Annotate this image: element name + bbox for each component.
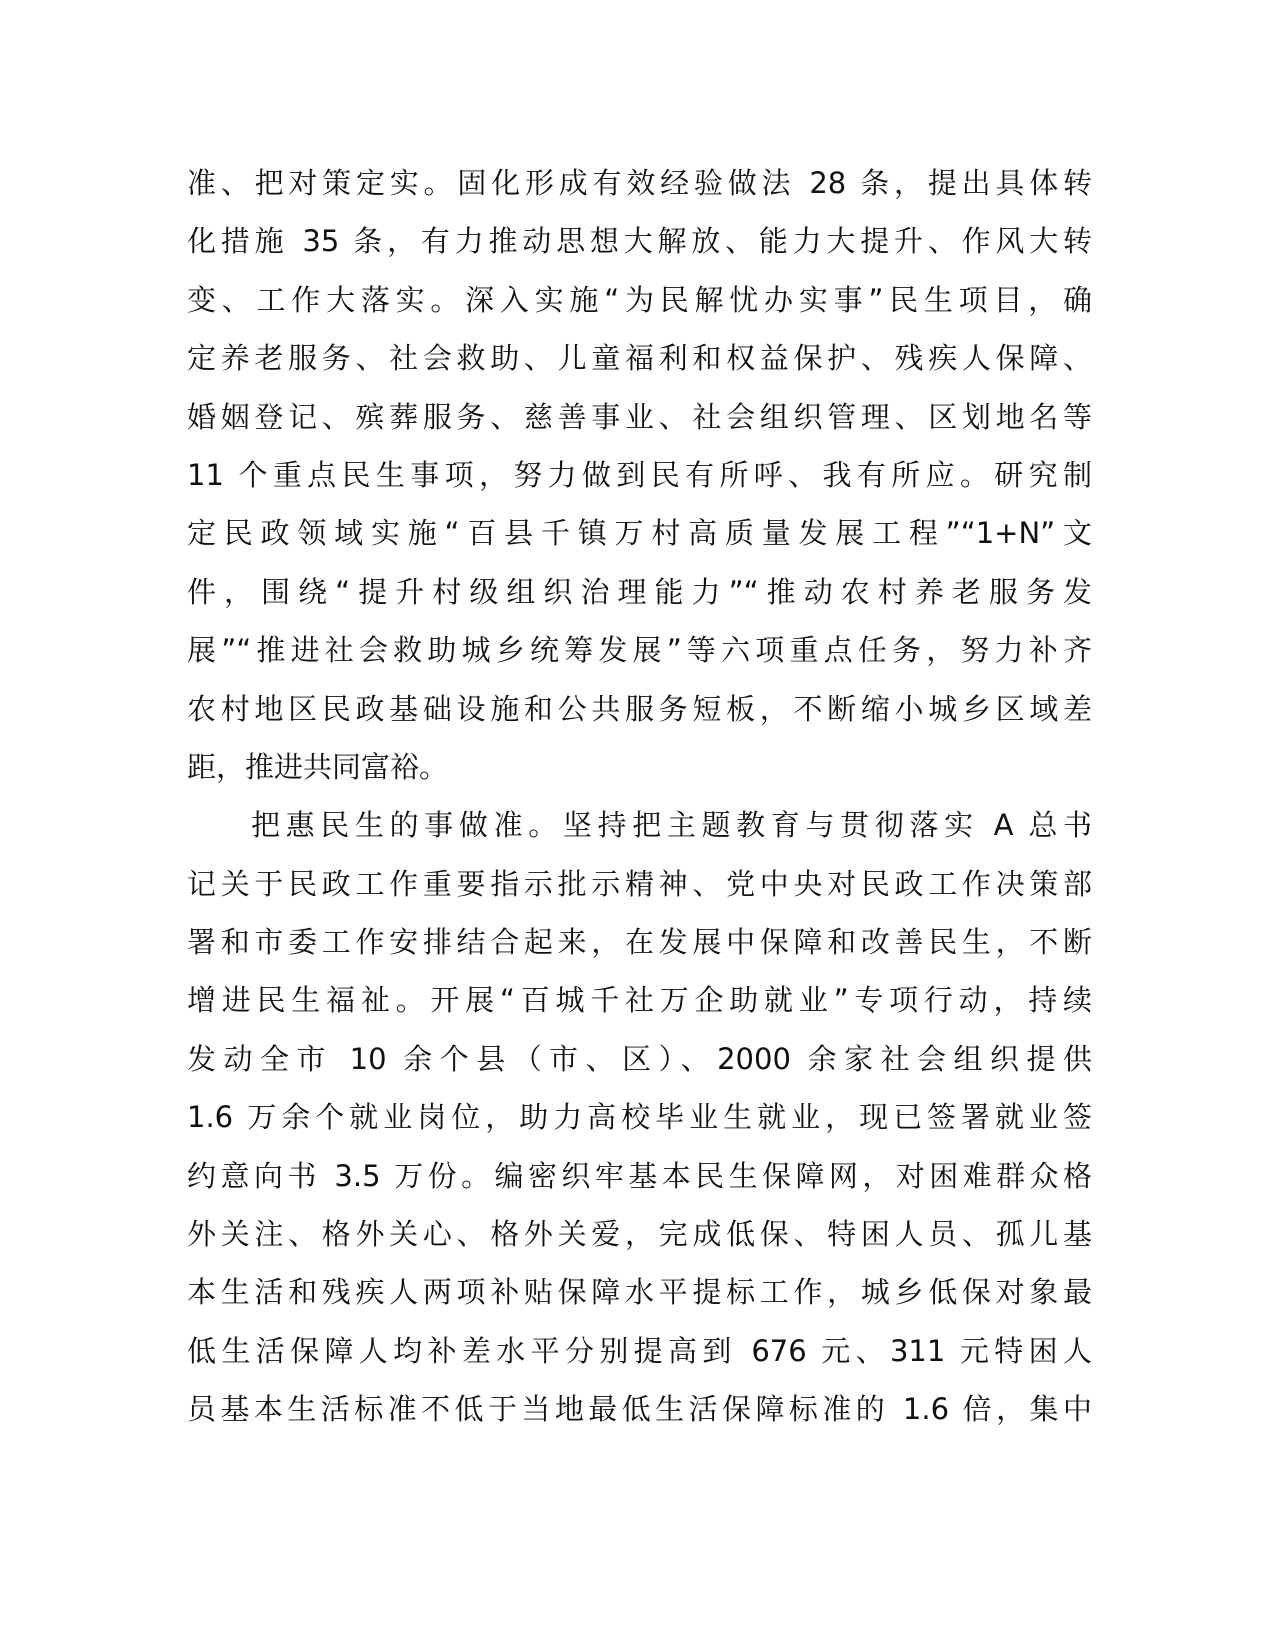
text-line: 准、把对策定实。固化形成有效经验做法 28 条，提出具体转 (187, 166, 1092, 200)
text-line: 距，推进共同富裕。 (187, 749, 449, 784)
text-line: 婚姻登记、殡葬服务、慈善事业、社会组织管理、区划地名等 (187, 399, 1092, 434)
text-line: 变、工作大落实。深入实施“为民解忧办实事”民生项目，确 (187, 282, 1092, 317)
text-line: 低生活保障人均补差水平分别提高到 676 元、311 元特困人 (187, 1333, 1092, 1368)
text-line: 把惠民生的事做准。坚持把主题教育与贯彻落实 A 总书 (251, 808, 1092, 843)
text-line: 本生活和残疾人两项补贴保障水平提标工作，城乡低保对象最 (187, 1275, 1092, 1310)
paragraph-2 (187, 796, 1092, 1438)
text-line: 展”“推进社会救助城乡统筹发展”等六项重点任务，努力补齐 (187, 633, 1092, 668)
text-line: 1.6 万余个就业岗位，助力高校毕业生就业，现已签署就业签 (187, 1100, 1092, 1135)
text-line: 定养老服务、社会救助、儿童福利和权益保护、残疾人保障、 (187, 341, 1092, 376)
text-line: 化措施 35 条，有力推动思想大解放、能力大提升、作风大转 (187, 224, 1092, 259)
document-body (187, 154, 1092, 1439)
text-line: 记关于民政工作重要指示批示精神、党中央对民政工作决策部 (187, 866, 1092, 901)
text-line: 外关注、格外关心、格外关爱，完成低保、特困人员、孤儿基 (187, 1217, 1092, 1252)
text-line: 11 个重点民生事项，努力做到民有所呼、我有所应。研究制 (187, 457, 1092, 492)
text-line: 约意向书 3.5 万份。编密织牢基本民生保障网，对困难群众格 (187, 1158, 1092, 1193)
text-line: 农村地区民政基础设施和公共服务短板，不断缩小城乡区域差 (187, 691, 1092, 726)
text-line: 件，围绕“提升村级组织治理能力”“推动农村养老服务发 (187, 574, 1092, 609)
text-line: 署和市委工作安排结合起来，在发展中保障和改善民生，不断 (187, 925, 1092, 960)
text-line: 增进民生福祉。开展“百城千社万企助就业”专项行动，持续 (187, 983, 1092, 1018)
text-line: 定民政领域实施“百县千镇万村高质量发展工程”“1+N”文 (187, 516, 1092, 551)
text-line: 员基本生活标准不低于当地最低生活保障标准的 1.6 倍，集中 (187, 1392, 1092, 1427)
paragraph-1 (187, 154, 1092, 796)
text-line: 发动全市 10 余个县（市、区）、2000 余家社会组织提供 (187, 1041, 1092, 1076)
